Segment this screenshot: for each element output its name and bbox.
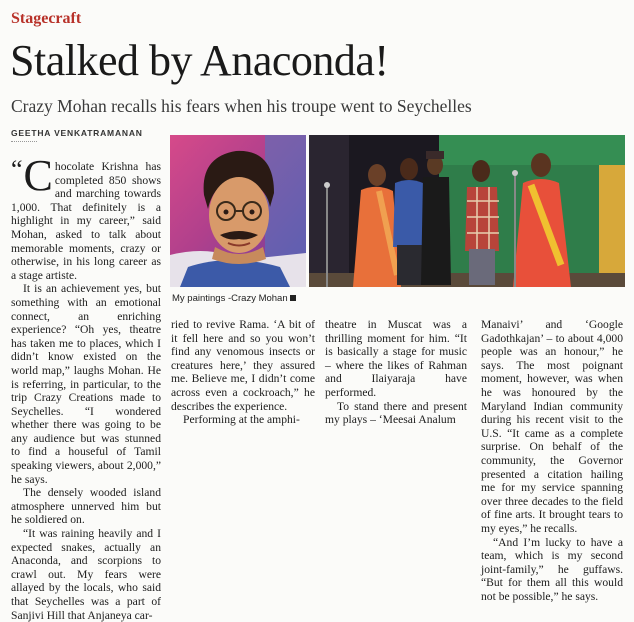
paragraph: Manaivi’ and ‘Google Gadothkajan’ – to about 4,000 people was an honour,” he says. The most poignant moment, however, was when he was honoured by the Maryland Indian community during his recent visit to the U.S. “It came as a complete surprise. On behalf of the community, the Governor presented a citation hailing me for my service spanning over three decades to the field of fine arts. It brought tears to my eyes,” he recalls. xyxy=(481,318,623,535)
paragraph: “It was raining heavily and I expected snakes, actually an Anaconda, and scorpions to crawl out. My fears were allayed by the locals, who said that Seychelles was a part of Sanjivi Hill that Anjaneya car- xyxy=(11,527,161,622)
article-column-1 xyxy=(11,151,161,622)
byline-rule xyxy=(11,141,37,145)
paragraph: ried to revive Rama. ‘A bit of it fell here and so you won’t find any venomous insects or creatures here,’ they assured me. Believe me, I didn’t come across even a cockroach,” he describes the experience. xyxy=(171,318,315,413)
headline: Stalked by Anaconda! xyxy=(10,36,389,85)
photo-caption: My paintings -Crazy Mohan xyxy=(172,293,296,304)
stage-photo xyxy=(309,135,625,287)
paragraph: It is an achievement yes, but something with an emotional connect, an enriching experience? “Oh yes, theatre has taken me to places, which I didn’t know existed on the world map,” laughs Mohan. He is referring, in particular, to the trip Crazy Creations made to Seychelles. “I wondered whether there was going to be any audience but was stunned to find a houseful of Tamil speaking viewers, about 2,000,” he says. xyxy=(11,282,161,486)
article-column-2 xyxy=(171,318,315,427)
byline: GEETHA VENKATRAMANAN xyxy=(11,128,143,138)
paragraph: To stand there and present my plays – ‘Meesai Analum xyxy=(325,399,467,427)
paragraph: The densely wooded island atmosphere unnerved him but he soldiered on. xyxy=(11,486,161,527)
paragraph: theatre in Muscat was a thrilling moment for him. “It is basically a stage for music – where the likes of Rahman and Ilaiyaraja have performed. xyxy=(325,318,467,399)
caption-end-mark xyxy=(290,295,296,301)
deck: Crazy Mohan recalls his fears when his troupe went to Seychelles xyxy=(11,96,472,116)
article-column-3 xyxy=(325,318,467,427)
paragraph: “And I’m lucky to have a team, which is my second joint-family,” he guffaws. “But for them all this would not be possible,” he says. xyxy=(481,535,623,603)
section-kicker: Stagecraft xyxy=(11,10,82,27)
article-column-4 xyxy=(481,318,623,603)
drop-quote: “ xyxy=(11,155,23,184)
paragraph: Performing at the amphi- xyxy=(183,413,300,427)
portrait-painting xyxy=(170,135,306,287)
drop-cap: C xyxy=(23,151,53,200)
lead-paragraph: “ C hocolate Krishna has completed 850 shows and marching towards 1,000. That definitely is a highlight in my career,” said Mohan, asked to talk about memorable moments, crazy or otherwise, in his long career as a stage artiste. xyxy=(11,151,161,282)
